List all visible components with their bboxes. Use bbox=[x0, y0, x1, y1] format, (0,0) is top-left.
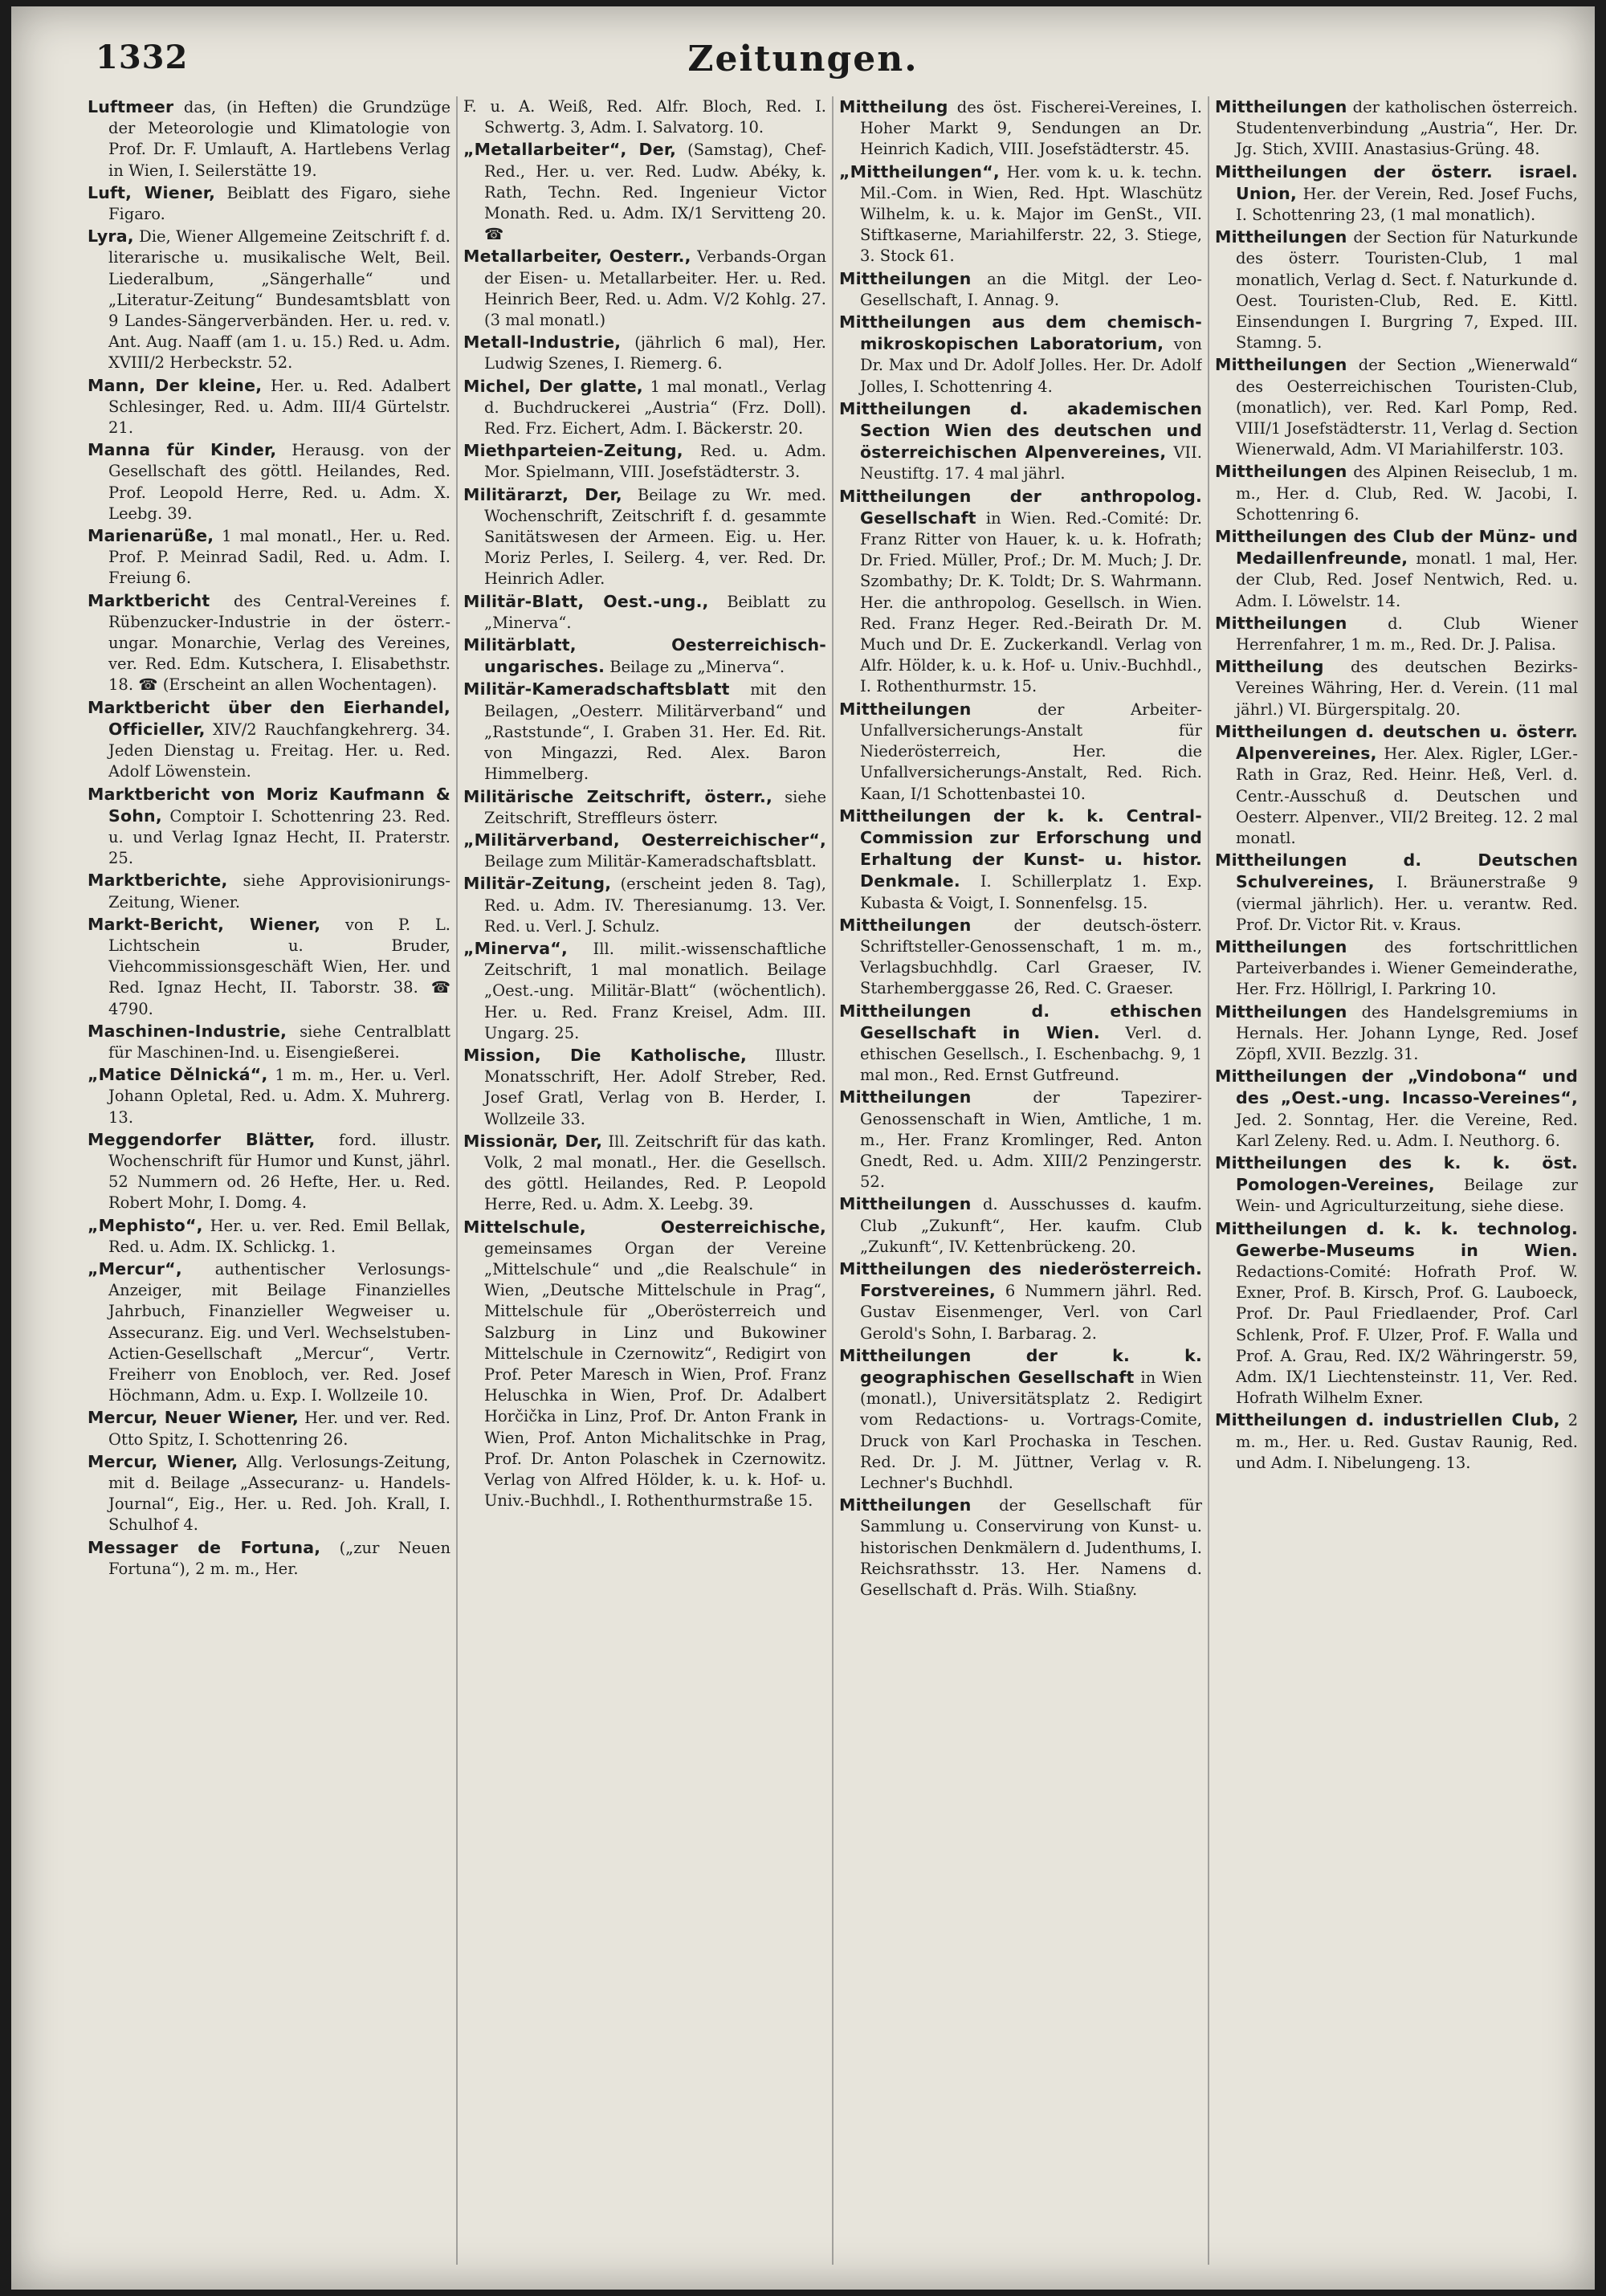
directory-columns bbox=[88, 96, 1581, 2265]
entry-text: Jed. 2. Sonntag, Her. die Vereine, Red. Karl Zeleny. Red. u. Adm. I. Neuthorg. 6. bbox=[1236, 1110, 1578, 1150]
entry-headword: Mittheilung bbox=[839, 97, 948, 116]
entry-text: authentischer Verlosungs-Anzeiger, mit Beilage Finanzielles Jahrbuch, Finanzieller Wegweiser u. Assecuranz. Eig. und Verl. Wechselstuben-Actien-Gesellschaft „Mercur“, Vertr. Freiherr von Enobloch, ver. Red. Josef Höchmann, Adm. u. Exp. I. Wollzeile 10. bbox=[108, 1259, 450, 1405]
directory-entry bbox=[463, 873, 826, 937]
entry-text: Verbands-Organ der Eisen- u. Metallarbeiter. Her. u. Red. Heinrich Beer, Red. u. Adm. V/2 Kohlg. 27. (3 mal monatl.) bbox=[484, 247, 826, 330]
directory-entry bbox=[1215, 461, 1578, 525]
directory-entry bbox=[1215, 161, 1578, 226]
entry-text: Red. u. Adm. Mor. Spielmann, VIII. Josefstädterstr. 3. bbox=[484, 442, 826, 482]
directory-entry bbox=[88, 525, 450, 589]
entry-text: I. Schillerplatz 1. Exp. Kubasta & Voigt, I. Sonnenfelsg. 15. bbox=[860, 872, 1202, 912]
entry-headword: Missionär, Der, bbox=[463, 1131, 603, 1151]
entry-headword: Marienarüße, bbox=[88, 526, 214, 546]
directory-entry bbox=[463, 1131, 826, 1216]
directory-entry bbox=[1215, 226, 1578, 353]
page-number: 1332 bbox=[96, 39, 189, 76]
directory-entry bbox=[88, 1537, 450, 1580]
directory-entry bbox=[839, 1345, 1202, 1494]
entry-text: Die, Wiener Allgemeine Zeitschrift f. d. literarische u. musikalische Welt, Beil. Liederalbum, „Sängerhalle“ und „Literatur-Zeitung“ Bundesamtsblatt von 9 Landes-Sängerverbänden. Her. u. red. v. Ant. Aug. Naaff (am 1. u. 15.) Red. u. Adm. XVIII/2 Herbeckstr. 52. bbox=[108, 227, 450, 373]
column-1 bbox=[88, 96, 450, 2265]
entry-headword: Mittheilungen der „Vindobona“ und des „Oest.-ung. Incasso-Vereines“, bbox=[1215, 1066, 1578, 1108]
entry-text: gemeinsames Organ der Vereine „Mittelschule“ und „die Realschule“ in Wien, „Deutsche Mittelschule in Prag“, Mittelschule für „Oberösterreich und Salzburg in Linz und Bukowiner Mittelschule in Czernowitz“, Redigirt von Prof. Peter Maresch in Wien, Prof. Franz Heluschka in Wien, Prof. Dr. Adalbert Horčička in Linz, Prof. Dr. Anton Frank in Wien, Prof. Anton Michalitschke in Prag, Prof. Dr. Anton Polaschek in Czernowitz. Verlag von Alfred Hölder, k. u. k. Hof- u. Univ.-Buchhdl., I. Rothenthurmstraße 15. bbox=[484, 1238, 826, 1511]
entry-headword: Miethparteien-Zeitung, bbox=[463, 441, 683, 461]
entry-headword: Mittheilungen bbox=[1215, 227, 1347, 247]
entry-headword: Marktbericht bbox=[88, 590, 210, 610]
entry-text: („zur Neuen Fortuna“), 2 m. m., Her. bbox=[108, 1538, 450, 1578]
column-3 bbox=[839, 96, 1202, 2265]
entry-text: Ill. milit.-wissenschaftliche Zeitschrift, 1 mal monatlich. Beilage „Oest.-ung. Militär-Blatt“ (wöchentlich). Her. u. Red. Franz Kreisel, Adm. III. Ungarg. 25. bbox=[484, 939, 826, 1042]
entry-headword: Luft, Wiener, bbox=[88, 182, 216, 202]
entry-headword: Mercur, Neuer Wiener, bbox=[88, 1408, 300, 1428]
directory-entry bbox=[839, 312, 1202, 398]
directory-entry bbox=[463, 786, 826, 829]
directory-entry bbox=[463, 938, 826, 1044]
entry-headword: „Matice Dělnická“, bbox=[88, 1065, 268, 1085]
entry-headword: Mittheilungen d. ethischen Gesellschaft in Wien. bbox=[839, 1001, 1202, 1042]
entry-headword: Mittheilungen bbox=[839, 1194, 972, 1214]
directory-entry bbox=[1215, 354, 1578, 460]
directory-entry bbox=[839, 1001, 1202, 1087]
directory-entry bbox=[88, 1407, 450, 1450]
entry-text: Beilage zum Militär-Kameradschaftsblatt. bbox=[484, 852, 817, 871]
entry-text: siehe Centralblatt für Maschinen-Ind. u. Eisengießerei. bbox=[108, 1022, 450, 1062]
entry-headword: Mittheilungen der k. k. Central-Commission zur Erforschung und Erhaltung der Kunst- u. histor. Denkmale. bbox=[839, 805, 1202, 891]
column-2 bbox=[463, 96, 826, 2265]
directory-entry bbox=[839, 486, 1202, 698]
entry-headword: Mittheilungen bbox=[1215, 355, 1347, 375]
entry-headword: Mittheilungen d. k. k. technolog. Gewerbe-Museums in Wien. bbox=[1215, 1218, 1578, 1260]
entry-text: von P. L. Lichtschein u. Bruder, Viehcommissionsgeschäft Wien, Her. und Red. Ignaz Hecht, II. Taborstr. 38. ☎ 4790. bbox=[108, 915, 450, 1018]
page-header bbox=[11, 6, 1595, 95]
entry-text: des öst. Fischerei-Vereines, I. Hoher Markt 9, Sendungen an Dr. Heinrich Kadich, VIII. Josefstädterstr. 45. bbox=[860, 98, 1202, 159]
directory-entry bbox=[463, 96, 826, 138]
entry-headword: Mittheilungen d. akademischen Section Wien des deutschen und österreichischen Alpenvereines, bbox=[839, 398, 1202, 463]
entry-headword: Michel, Der glatte, bbox=[463, 376, 643, 396]
column-rule bbox=[456, 96, 458, 2265]
entry-text: 2 m. m., Her. u. Red. Gustav Raunig, Red. und Adm. I. Nibelungeng. 13. bbox=[1236, 1411, 1578, 1472]
entry-text: Her. vom k. u. k. techn. Mil.-Com. in Wien, Red. Hpt. Wlaschütz Wilhelm, k. u. k. Major im GenSt., VII. Stiftkaserne, Mariahilferstr. 22, 3. Stiege, 3. Stock 61. bbox=[860, 162, 1202, 266]
entry-headword: Lyra, bbox=[88, 226, 134, 247]
entry-headword: Mittheilungen des Club der Münz- und Medaillenfreunde, bbox=[1215, 527, 1578, 569]
entry-text: siehe Approvisionirungs-Zeitung, Wiener. bbox=[108, 871, 450, 911]
entry-text: der Arbeiter-Unfallversicherungs-Anstalt für Niederösterreich, Her. die Unfallversicherungs-Anstalt, Red. Rich. Kaan, I/1 Schottenbastei 10. bbox=[860, 699, 1202, 803]
entry-headword: Mittheilungen bbox=[1215, 1001, 1347, 1022]
entry-text: Comptoir I. Schottenring 23. Red. u. und Verlag Ignaz Hecht, II. Praterstr. 25. bbox=[108, 806, 450, 868]
directory-entry bbox=[463, 830, 826, 872]
directory-entry bbox=[463, 332, 826, 374]
entry-headword: Mann, Der kleine, bbox=[88, 375, 263, 395]
entry-text: Verl. d. ethischen Gesellsch., I. Eschenbachg. 9, 1 mal mon., Red. Ernst Gutfreund. bbox=[860, 1023, 1202, 1085]
directory-entry bbox=[88, 590, 450, 696]
directory-entry bbox=[839, 1495, 1202, 1601]
directory-entry bbox=[463, 440, 826, 483]
entry-text: Her. u. ver. Red. Emil Bellak, Red. u. Adm. IX. Schlickg. 1. bbox=[108, 1216, 450, 1256]
entry-headword: Militär-Zeitung, bbox=[463, 874, 612, 894]
entry-text: an die Mitgl. der Leo-Gesellschaft, I. Annag. 9. bbox=[860, 269, 1202, 309]
entry-text: 1 mal monatl., Verlag d. Buchdruckerei „Austria“ (Frz. Doll). Red. Frz. Eichert, Adm. I. Bäckerstr. 20. bbox=[484, 377, 826, 438]
entry-headword: Marktbericht von Moriz Kaufmann & Sohn, bbox=[88, 784, 450, 826]
directory-entry bbox=[463, 376, 826, 440]
directory-entry bbox=[88, 870, 450, 912]
entry-text: der Section für Naturkunde des österr. Touristen-Club, 1 mal monatlich, Verlag d. Sect. f. Naturkunde d. Oest. Touristen-Club, Red. E. Kittl. Einsendungen I. Burgring 7, Exped. III. Stamng. 5. bbox=[1236, 228, 1578, 353]
directory-entry bbox=[839, 1087, 1202, 1193]
directory-entry bbox=[88, 96, 450, 181]
running-head: Zeitungen. bbox=[687, 39, 919, 80]
entry-text: Her. und ver. Red. Otto Spitz, I. Schottenring 26. bbox=[108, 1409, 450, 1449]
entry-headword: Mittheilungen der österr. israel. Union, bbox=[1215, 161, 1578, 203]
directory-entry bbox=[463, 139, 826, 245]
entry-headword: Militär-Kameradschaftsblatt bbox=[463, 679, 730, 699]
entry-headword: Mittheilungen bbox=[839, 699, 972, 719]
entry-headword: Marktberichte, bbox=[88, 871, 228, 891]
entry-text: von Dr. Max und Dr. Adolf Jolles. Her. Dr. Adolf Jolles, I. Schottenring 4. bbox=[860, 335, 1202, 396]
directory-entry bbox=[88, 1258, 450, 1406]
entry-text: der Section „Wienerwald“ des Oesterreichischen Touristen-Club, (monatlich), ver. Red. Karl Pomp, Red. VIII/1 Josefstädterstr. 11, Verlag d. Section Wienerwald, Adm. VI Mariahilferstr. 103. bbox=[1236, 356, 1578, 459]
entry-text: der katholischen österreich. Studentenverbindung „Austria“, Her. Dr. Jg. Stich, XVIII. Anastasius-Grüng. 48. bbox=[1236, 98, 1578, 159]
entry-headword: „Mephisto“, bbox=[88, 1215, 203, 1235]
entry-text: Beiblatt des Figaro, siehe Figaro. bbox=[108, 183, 450, 224]
entry-text: in Wien. Red.-Comité: Dr. Franz Ritter von Hauer, k. u. k. Hofrath; Dr. Fried. Müller, Prof.; Dr. M. Much; J. Dr. Szombathy; Dr. K. Toldt; Dr. S. Wahrmann. Her. die anthropolog. Gesellsch. in Wien. Red. Franz Heger. Red.-Beirath Dr. M. Much und Dr. E. Zuckerkandl. Verlag von Alfr. Hölder, k. u. k. Hof- u. Univ.-Buchhdl., I. Rothenthurmstr. 15. bbox=[860, 508, 1202, 696]
entry-headword: Maschinen-Industrie, bbox=[88, 1021, 287, 1041]
entry-text: siehe Zeitschrift, Streffleurs österr. bbox=[484, 787, 826, 827]
directory-entry bbox=[463, 246, 826, 331]
entry-headword: Mission, Die Katholische, bbox=[463, 1045, 748, 1065]
directory-entry bbox=[88, 182, 450, 225]
directory-entry bbox=[88, 697, 450, 783]
directory-entry bbox=[463, 679, 826, 785]
entry-text: Her. Alex. Rigler, LGer.-Rath in Graz, Red. Heinr. Heß, Verl. d. Centr.-Ausschuß d. Deutschen und Oesterr. Alpenver., VII/2 Breiteg. 12. 2 mal monatl. bbox=[1236, 744, 1578, 847]
entry-headword: Mittheilung bbox=[1215, 657, 1324, 677]
directory-entry bbox=[463, 634, 826, 678]
entry-text: Beilage zu Wr. med. Wochenschrift, Zeitschrift f. d. gesammte Sanitätswesen der Armeen. Eig. u. Her. Moriz Perles, I. Seilerg. 4, ver. Red. Dr. Heinrich Adler. bbox=[484, 485, 826, 589]
entry-headword: Mittheilungen bbox=[839, 915, 972, 935]
entry-headword: Mittheilungen d. deutschen u. österr. Alpenvereines, bbox=[1215, 721, 1578, 764]
entry-text: I. Bräunerstraße 9 (viermal jährlich). Her. u. verantw. Red. Prof. Dr. Victor Rit. v. Kraus. bbox=[1236, 873, 1578, 934]
entry-text: der Tapezirer-Genossenschaft in Wien, Amtliche, 1 m. m., Her. Franz Kromlinger, Red. Anton Gnedt, Red. u. Adm. XIII/2 Penzingerstr. 52. bbox=[860, 1088, 1202, 1192]
entry-text: mit den Beilagen, „Oesterr. Militärverband“ und „Raststunde“, I. Graben 31. Her. Ed. Rit. von Mingazzi, Red. Alex. Baron Himmelberg. bbox=[484, 680, 826, 784]
directory-entry bbox=[1215, 96, 1578, 161]
directory-entry bbox=[88, 1021, 450, 1063]
entry-headword: Messager de Fortuna, bbox=[88, 1537, 321, 1557]
directory-entry bbox=[88, 439, 450, 524]
entry-text: Her. u. Red. Adalbert Schlesinger, Red. u. Adm. III/4 Gürtelstr. 21. bbox=[108, 376, 450, 438]
entry-text: des Alpinen Reiseclub, 1 m. m., Her. d. Club, Red. W. Jacobi, I. Schottenring 6. bbox=[1236, 463, 1578, 524]
directory-entry bbox=[839, 268, 1202, 311]
entry-headword: Mittheilungen der k. k. geographischen Gesellschaft bbox=[839, 1345, 1202, 1387]
entry-headword: Mittheilungen d. Deutschen Schulvereines, bbox=[1215, 850, 1578, 892]
directory-entry bbox=[88, 1129, 450, 1214]
directory-entry bbox=[1215, 1409, 1578, 1474]
column-rule bbox=[832, 96, 834, 2265]
entry-headword: Mittheilungen des k. k. öst. Pomologen-Vereines, bbox=[1215, 1152, 1578, 1195]
entry-headword: Mittheilungen aus dem chemisch-mikroskopischen Laboratorium, bbox=[839, 312, 1202, 354]
directory-entry bbox=[1215, 936, 1578, 1001]
column-4 bbox=[1215, 96, 1578, 2265]
entry-text: des fortschrittlichen Parteiverbandes i. Wiener Gemeinderathe, Her. Frz. Höllrigl, I. Parkring 10. bbox=[1236, 937, 1578, 999]
entry-headword: Mittheilungen der anthropolog. Gesellschaft bbox=[839, 486, 1202, 528]
directory-entry bbox=[1215, 613, 1578, 655]
directory-entry bbox=[839, 161, 1202, 267]
entry-headword: Markt-Bericht, Wiener, bbox=[88, 914, 321, 934]
entry-headword: „Metallarbeiter“, Der, bbox=[463, 140, 677, 160]
entry-text: Beilage zu „Minerva“. bbox=[609, 658, 785, 677]
entry-headword: Mittheilungen des niederösterreich. Forstvereines, bbox=[839, 1258, 1202, 1301]
column-rule bbox=[1208, 96, 1209, 2265]
directory-entry bbox=[839, 1258, 1202, 1344]
directory-entry bbox=[1215, 721, 1578, 849]
entry-text: Herausg. von der Gesellschaft des göttl. Heilandes, Red. Prof. Leopold Herre, Red. u. Adm. X. Leebg. 39. bbox=[108, 441, 450, 523]
entry-headword: Manna für Kinder, bbox=[88, 440, 277, 460]
entry-text: Beiblatt zu „Minerva“. bbox=[484, 592, 826, 632]
directory-entry bbox=[88, 1215, 450, 1258]
directory-entry bbox=[88, 375, 450, 439]
entry-text: Ill. Zeitschrift für das kath. Volk, 2 mal monatl., Her. die Gesellsch. des göttl. Heilandes, Red. P. Leopold Herre, Red. u. Adm. X. Leebg. 39. bbox=[484, 1132, 826, 1214]
entry-text: ford. illustr. Wochenschrift für Humor und Kunst, jährl. 52 Nummern od. 26 Hefte, Her. u. Red. Robert Mohr, I. Domg. 4. bbox=[108, 1130, 450, 1213]
directory-entry bbox=[1215, 526, 1578, 612]
entry-headword: Marktbericht über den Eierhandel, Officieller, bbox=[88, 697, 450, 739]
directory-entry bbox=[839, 915, 1202, 1000]
directory-entry bbox=[463, 1217, 826, 1512]
entry-headword: Mercur, Wiener, bbox=[88, 1451, 238, 1471]
directory-entry bbox=[839, 805, 1202, 914]
entry-headword: „Mittheilungen“, bbox=[839, 161, 1000, 181]
entry-headword: Militär-Blatt, Oest.-ung., bbox=[463, 591, 709, 611]
directory-entry bbox=[88, 784, 450, 870]
entry-headword: Militärische Zeitschrift, österr., bbox=[463, 786, 773, 806]
entry-headword: „Mercur“, bbox=[88, 1258, 182, 1279]
entry-text: Redactions-Comité: Hofrath Prof. W. Exner, Prof. B. Kirsch, Prof. G. Lauboeck, Prof. Dr. Paul Friedlaender, Prof. Carl Schlenk, Prof. F. Ulzer, Prof. F. Walla und Prof. A. Grau, Red. IX/2 Währingerstr. 59, Adm. IX/1 Liechtensteinstr. 11, Ver. Red. Hofrath Wilhelm Exner. bbox=[1236, 1262, 1578, 1408]
entry-headword: Mittheilungen bbox=[839, 1087, 972, 1107]
entry-headword: Mittheilungen d. industriellen Club, bbox=[1215, 1410, 1560, 1430]
entry-text: (erscheint jeden 8. Tag), Red. u. Adm. IV. Theresianumg. 13. Ver. Red. u. Verl. J. Schulz. bbox=[484, 875, 826, 936]
entry-text: XIV/2 Rauchfangkehrerg. 34. Jeden Dienstag u. Freitag. Her. u. Red. Adolf Löwenstein. bbox=[108, 720, 450, 781]
entry-text: 1 mal monatl., Her. u. Red. Prof. P. Meinrad Sadil, Red. u. Adm. I. Freiung 6. bbox=[108, 527, 450, 588]
entry-text: VII. Neustiftg. 17. 4 mal jährl. bbox=[860, 443, 1202, 483]
entry-text: des Central-Vereines f. Rübenzucker-Industrie in der österr.-ungar. Monarchie, Verlag des Vereines, ver. Red. Edm. Kutschera, I. Elisabethstr. 18. ☎ (Erscheint an allen Wochentagen). bbox=[108, 591, 450, 695]
directory-entry bbox=[1215, 1152, 1578, 1217]
entry-headword: Militärblatt, Oesterreichisch-ungarisches. bbox=[463, 635, 826, 677]
entry-headword: Meggendorfer Blätter, bbox=[88, 1129, 316, 1149]
directory-entry bbox=[88, 1451, 450, 1536]
directory-entry bbox=[1215, 656, 1578, 720]
entry-text: des Handelsgremiums in Hernals. Her. Johann Lynge, Red. Josef Zöpfl, XVII. Bezzlg. 31. bbox=[1236, 1002, 1578, 1063]
entry-headword: Mittheilungen bbox=[1215, 97, 1347, 116]
entry-text: Allg. Verlosungs-Zeitung, mit d. Beilage „Assecuranz- u. Handels-Journal“, Eig., Her. u. Red. Joh. Krall, I. Schulhof 4. bbox=[108, 1452, 450, 1535]
directory-entry bbox=[839, 1193, 1202, 1258]
directory-entry bbox=[839, 96, 1202, 161]
entry-text: d. Club Wiener Herrenfahrer, 1 m. m., Red. Dr. J. Palisa. bbox=[1236, 614, 1578, 655]
directory-entry bbox=[463, 484, 826, 590]
entry-headword: Metall-Industrie, bbox=[463, 332, 622, 353]
entry-text: der Gesellschaft für Sammlung u. Conservirung von Kunst- u. historischen Denkmälern d. Judenthums, I. Reichsrathsstr. 13. Her. Namens d. Gesellschaft d. Präs. Wilh. Stiaßny. bbox=[860, 1496, 1202, 1600]
directory-entry bbox=[88, 226, 450, 373]
entry-headword: Militärarzt, Der, bbox=[463, 484, 622, 504]
entry-text: Beilage zur Wein- und Agriculturzeitung, siehe diese. bbox=[1236, 1176, 1578, 1216]
directory-entry bbox=[1215, 1001, 1578, 1066]
directory-entry bbox=[1215, 850, 1578, 936]
directory-entry bbox=[88, 1064, 450, 1128]
entry-headword: Mittelschule, Oesterreichische, bbox=[463, 1217, 826, 1237]
entry-text: Her. der Verein, Red. Josef Fuchs, I. Schottenring 23, (1 mal monatlich). bbox=[1236, 184, 1578, 225]
entry-headword: „Minerva“, bbox=[463, 938, 568, 958]
entry-text: 1 m. m., Her. u. Verl. Johann Opletal, Red. u. Adm. X. Muhrerg. 13. bbox=[108, 1066, 450, 1127]
entry-text: (Samstag), Chef-Red., Her. u. ver. Red. Ludw. Abéky, k. Rath, Techn. Red. Ingenieur Victor Monath. Red. u. Adm. IX/1 Servitteng 20. ☎ bbox=[484, 141, 826, 244]
entry-headword: Mittheilungen bbox=[839, 1495, 972, 1515]
entry-text: d. Ausschusses d. kaufm. Club „Zukunft“, Her. kaufm. Club „Zukunft“, IV. Kettenbrückeng. 20. bbox=[860, 1195, 1202, 1256]
entry-headword: Luftmeer bbox=[88, 97, 174, 116]
directory-entry bbox=[1215, 1066, 1578, 1152]
entry-headword: Mittheilungen bbox=[1215, 462, 1347, 482]
entry-text: Illustr. Monatsschrift, Her. Adolf Streber, Red. Josef Gratl, Verlag von B. Herder, I. Wollzeile 33. bbox=[484, 1046, 826, 1128]
entry-text: des deutschen Bezirks-Vereines Währing, Her. d. Verein. (11 mal jährl.) VI. Bürgerspitalg. 20. bbox=[1236, 658, 1578, 719]
directory-entry bbox=[463, 591, 826, 634]
directory-entry bbox=[1215, 1218, 1578, 1409]
entry-text: monatl. 1 mal, Her. der Club, Red. Josef Nentwich, Red. u. Adm. I. Löwelstr. 14. bbox=[1236, 549, 1578, 610]
entry-text: das, (in Heften) die Grundzüge der Meteorologie und Klimatologie von Prof. Dr. F. Umlauft, A. Hartlebens Verlag in Wien, I. Seilerstätte 19. bbox=[108, 98, 450, 180]
entry-text: (jährlich 6 mal), Her. Ludwig Szenes, I. Riemerg. 6. bbox=[484, 333, 826, 373]
entry-headword: Mittheilungen bbox=[1215, 936, 1347, 956]
directory-entry bbox=[839, 699, 1202, 805]
directory-entry bbox=[463, 1045, 826, 1130]
directory-entry bbox=[88, 914, 450, 1020]
entry-headword: „Militärverband, Oesterreichischer“, bbox=[463, 830, 826, 850]
entry-text: 6 Nummern jährl. Red. Gustav Eisenmenger, Verl. von Carl Gerold's Sohn, I. Barbarag. 2. bbox=[860, 1282, 1202, 1343]
entry-headword: Mittheilungen bbox=[1215, 613, 1347, 633]
entry-text: F. u. A. Weiß, Red. Alfr. Bloch, Red. I. Schwertg. 3, Adm. I. Salvatorg. 10. bbox=[463, 97, 826, 137]
entry-headword: Mittheilungen bbox=[839, 268, 972, 288]
page bbox=[11, 6, 1595, 2290]
entry-text: in Wien (monatl.), Universitätsplatz 2. Redigirt vom Redactions- u. Vortrags-Comite, Druck von Karl Prochaska in Teschen. Red. Dr. J. M. Jüttner, Verlag v. R. Lechner's Buchhdl. bbox=[860, 1368, 1202, 1492]
entry-headword: Metallarbeiter, Oesterr., bbox=[463, 247, 691, 267]
directory-entry bbox=[839, 398, 1202, 485]
entry-text: der deutsch-österr. Schriftsteller-Genossenschaft, 1 m. m., Verlagsbuchhdlg. Carl Graeser, IV. Starhemberggasse 26, Red. C. Graeser. bbox=[860, 916, 1202, 998]
